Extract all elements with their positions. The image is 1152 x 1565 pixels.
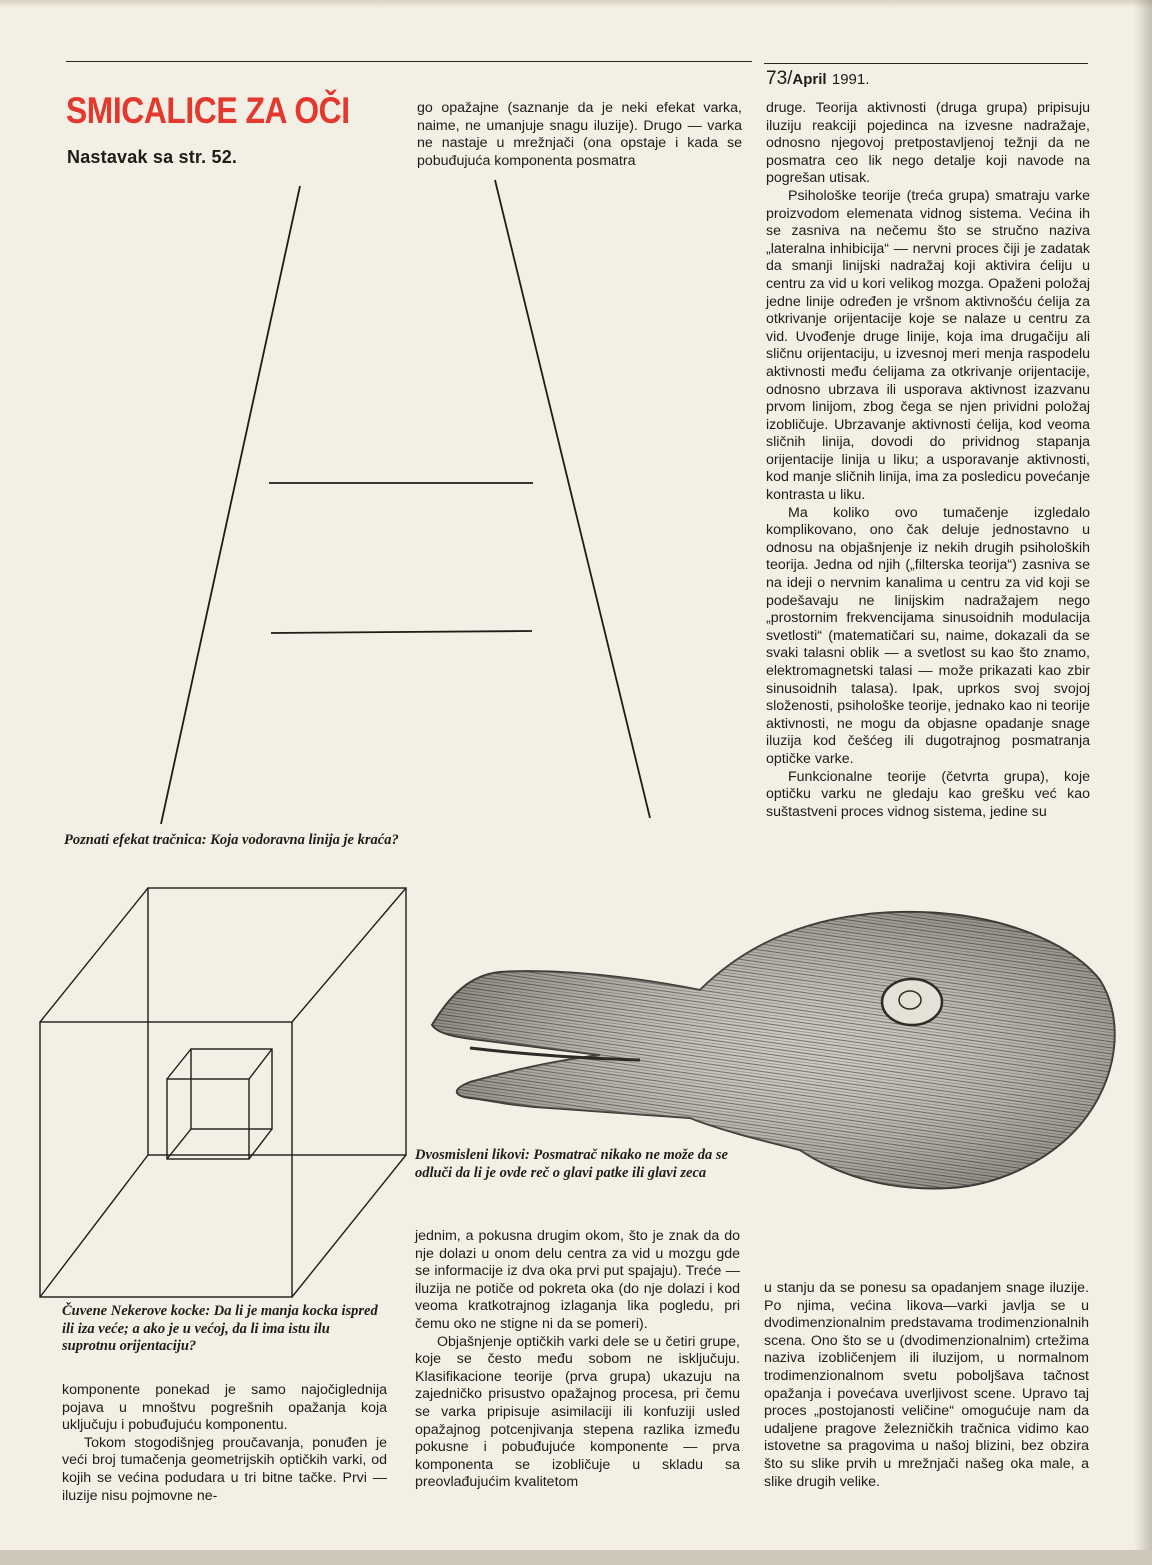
column-3-bottom	[764, 1280, 1089, 1491]
paragraph: go opažajne (saznanje da je neki efekat varka, naime, ne umanjuje snagu iluzije). Drugo — varka ne nastaje u mrežnjači (ona opstaje i kada se pobuđujuća komponenta posmatra	[417, 100, 742, 169]
eye	[882, 979, 942, 1025]
column-1-bottom	[62, 1382, 387, 1505]
paragraph: Objašnjenje optičkih varki dele se u četiri grupe, koje se često među sobom ne isključuju. Klasifikacione teorije (prva grupa) ukazuju na zajedničko prisustvo opažajnog procesa, pri čemu se varka pripisuje asimilaciji ili konfuziji usled opažajnog potcenjivanja stepena razlika između pokusne i pobuđujuće komponente — prva komponenta se izobličuje u skladu sa preovlađujućim kvalitetom	[415, 1333, 740, 1491]
duck-rabbit-caption: Dvosmisleni likovi: Posmatrač nikako ne može da se odluči da li je ovde reč o glavi patke ili glavi zeca	[415, 1147, 728, 1181]
paragraph: komponente ponekad je samo najočiglednija pojava u mnoštvu pogrešnih opažanja koja uključuju i pobuđujuću komponentu.	[62, 1382, 387, 1434]
paragraph: druge. Teorija aktivnosti (druga grupa) pripisuju iluziju reakciji pojedinca na izvesne nadražaje, odnosno njegovoj pretpostavljenoj težnji da ne posmatra ceo lik nego detalje koji navode na pogrešan utisak.	[766, 100, 1090, 187]
paragraph: jednim, a pokusna drugim okom, što je znak da do nje dolazi u onom delu centra za vid u mozgu gde se informacije iz dva oka prvi put spajaju). Treće — iluzija ne potiče od pokreta oka (do nje dolazi i kod veoma kratkotrajnog izlaganja lika pogledu, pri čemu oko ne stigne ni da se pomeri).	[415, 1228, 740, 1332]
paragraph: Ma koliko ovo tumačenje izgledalo komplikovano, ono čak deluje jednostavno u odnosu na objašnjenje iz nekih drugih psiholoških teorija. Jedna od njih („filterska teorija“) zasniva se na ideji o nervnim kanalima u centru za vid koji se podešavaju ne linijskim nadražajem nego „prostornim frekvencijama sinusoidnih modulacija svetlosti“ (matematičari su, naime, dokazali da se svaki talasni oblik — a svetlost su kao što znamo, elektromagnetski talasi — može prikazati kao zbir sinusoidnih talasa). Ipak, uprkos svoj svojoj složenosti, psihološke teorije, jednako kao ni teorije aktivnosti, ne mogu da objasne opadanje snage iluzija kod češćeg ili dugotrajnog posmatranja optičke varke.	[766, 504, 1090, 767]
necker-cube-caption: Čuvene Nekerove kocke: Da li je manja kocka ispred ili iza veće; a ako je u većoj, da li ima istu ilu suprotnu orijentaciju?	[62, 1303, 378, 1354]
issue-month: April	[792, 71, 827, 88]
column-2-bottom	[415, 1228, 740, 1492]
rails-caption: Poznati efekat tračnica: Koja vodoravna linija je kraća?	[64, 832, 399, 848]
paragraph: u stanju da se ponesu sa opadanjem snage iluzije. Po njima, većina likova—varki javlja se u dvodimenzionalnim predstavama trodimenzionalnih scena. Ono što se u (dvodimenzionalnim) crtežima naziva izobličenjem ili iluzijom, u normalnom trodimenzionalnom svetu poboljšava tačnost opažanja i povećava uverljivost scene. Upravo taj proces „postojanosti veličine“ omogućuje nam da udaljene pragove železničkih tračnica vidimo kao istovetne sa pragovima u našoj blizini, bez obzira što su slike prvih u mrežnjači našeg oka male, a slike drugih velike.	[764, 1280, 1089, 1490]
issue-year: 1991.	[831, 71, 870, 88]
paragraph: Funkcionalne teorije (četvrta grupa), koje optičku varku ne gledaju kao grešku već kao suštastveni proces vidnog sistema, jedine su	[766, 768, 1090, 820]
article-title: SMICALICE ZA OČI	[66, 90, 350, 131]
paragraph: Psihološke teorije (treća grupa) smatraju varke proizvodom elemenata vidnog sistema. Većina ih se zasniva na nečemu što se stručno naziva „lateralna inhibicija“ — nervni proces čiji je zadatak da smanji linijski nadražaj koji aktivira ćeliju u centru za vid u kori velikog mozga. Opaženi položaj jedne linije određen je vršnom aktivnošću ćelija za otkrivanje orijentacije koje se nalaze u centru za vid. Uvođenje druge linije, koja ima drugačiju ali sličnu orijentaciju, u izvesnoj meri menja raspodelu aktivnosti među ćelijama za otkrivanje orijentacije, odnosno ubrzava ili usporava aktivnost izazvanu prvom linijom, zbog čega se njen prividni položaj izobličuje. Ubrzavanje aktivnosti ćelija, kod veoma sličnih linija, dovodi do prividnog stapanja orijentacije linija u liku; a usporavanje aktivnosti, kod manje sličnih linija, ima za posledicu povećanje kontrasta u liku.	[766, 187, 1090, 504]
page-number: 73/	[766, 68, 793, 89]
page-bottom-edge	[0, 1550, 1152, 1565]
paragraph: Tokom stogodišnjeg proučavanja, ponuđen je veći broj tumačenja geometrijskih optičkih varki, od kojih se većina podudara u tri bitne tačke. Prvi — iluzije nisu pojmovne ne-	[62, 1434, 387, 1504]
continued-from: Nastavak sa str. 52.	[67, 147, 238, 167]
